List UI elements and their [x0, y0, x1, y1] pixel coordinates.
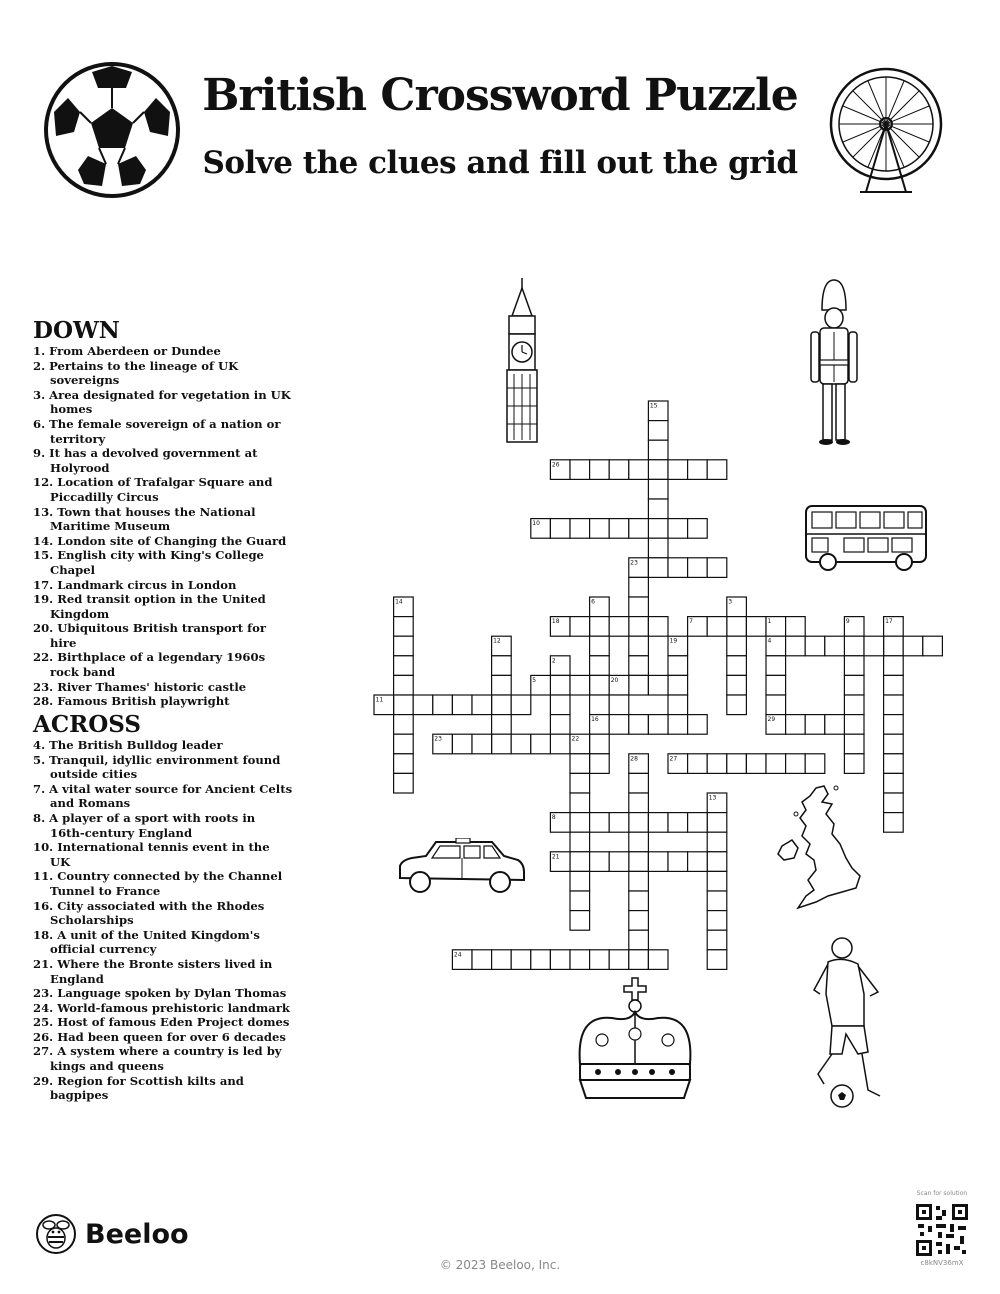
clue-number: 17 [885, 618, 893, 626]
grid-cell[interactable] [609, 852, 629, 872]
big-ben-icon [500, 278, 544, 444]
clue-number: 12 [493, 637, 501, 645]
grid-cell[interactable] [688, 852, 708, 872]
grid-cell[interactable] [884, 734, 904, 754]
grid-cell[interactable] [825, 636, 845, 656]
clue-number: 28 [630, 755, 638, 763]
grid-cell[interactable] [511, 734, 531, 754]
clue-number: 2 [551, 657, 556, 665]
grid-cell[interactable] [394, 754, 414, 774]
clue-number: 7 [689, 618, 693, 626]
crown-icon [572, 974, 698, 1104]
grid-cell[interactable] [570, 852, 590, 872]
grid-cell[interactable] [570, 734, 590, 754]
qr-code-id: c8kNV36mX [920, 1259, 964, 1267]
grid-cell[interactable] [766, 715, 786, 735]
down-clue: 20. Ubiquitous British transport for hire [33, 621, 267, 650]
clue-number: 3 [728, 598, 733, 606]
grid-cell[interactable] [629, 460, 649, 480]
clue-number: 6 [591, 598, 595, 606]
grid-cell[interactable] [550, 813, 570, 833]
grid-cell[interactable] [413, 695, 433, 715]
grid-cell[interactable] [766, 695, 786, 715]
down-clues [33, 318, 293, 709]
grid-cell[interactable] [550, 852, 570, 872]
grid-cell[interactable] [374, 695, 394, 715]
grid-cell[interactable] [570, 519, 590, 539]
page-subtitle: Solve the clues and fill out the grid [202, 145, 798, 181]
grid-cell[interactable] [668, 656, 688, 676]
grid-cell[interactable] [648, 950, 668, 970]
grid-cell[interactable] [472, 734, 492, 754]
grid-cell[interactable] [570, 832, 590, 852]
grid-cell[interactable] [668, 813, 688, 833]
grid-cell[interactable] [394, 597, 414, 617]
grid-cell[interactable] [492, 656, 512, 676]
grid-cell[interactable] [550, 460, 570, 480]
grid-cell[interactable] [844, 675, 864, 695]
across-clue: 25. Host of famous Eden Project domes [33, 1015, 290, 1030]
grid-cell[interactable] [707, 832, 727, 852]
grid-cell[interactable] [727, 636, 747, 656]
grid-cell[interactable] [472, 950, 492, 970]
copyright: © 2023 Beeloo, Inc. [439, 1258, 561, 1272]
clue-number: 8 [551, 814, 556, 822]
grid-cell[interactable] [570, 891, 590, 911]
grid-cell[interactable] [884, 656, 904, 676]
bee-icon [35, 1213, 77, 1255]
grid-cell[interactable] [570, 911, 590, 931]
grid-cell[interactable] [433, 734, 453, 754]
grid-cell[interactable] [727, 695, 747, 715]
grid-cell[interactable] [727, 754, 747, 774]
grid-cell[interactable] [707, 871, 727, 891]
grid-cell[interactable] [570, 950, 590, 970]
qr-code-icon[interactable] [916, 1204, 968, 1256]
grid-cell[interactable] [844, 754, 864, 774]
across-clue: 23. Language spoken by Dylan Thomas [33, 986, 287, 1001]
clue-number: 29 [767, 716, 776, 724]
down-clue: 22. Birthplace of a legendary 1960s rock band [33, 650, 266, 680]
ferris-wheel-icon [826, 64, 946, 196]
grid-cell[interactable] [884, 617, 904, 637]
grid-cell[interactable] [825, 715, 845, 735]
clue-number: 4 [767, 637, 772, 645]
across-clue: 16. City associated with the Rhodes Scholarships [33, 898, 265, 928]
down-clue: 14. London site of Changing the Guard [33, 533, 287, 548]
grid-cell[interactable] [629, 617, 649, 637]
grid-cell[interactable] [550, 715, 570, 735]
grid-cell[interactable] [648, 813, 668, 833]
grid-cell[interactable] [629, 636, 649, 656]
grid-cell[interactable] [844, 636, 864, 656]
grid-cell[interactable] [472, 695, 492, 715]
grid-cell[interactable] [629, 773, 649, 793]
grid-cell[interactable] [668, 715, 688, 735]
grid-cell[interactable] [629, 832, 649, 852]
clue-number: 16 [591, 716, 599, 724]
grid-cell[interactable] [629, 852, 649, 872]
grid-cell[interactable] [629, 871, 649, 891]
grid-cell[interactable] [884, 754, 904, 774]
grid-cell[interactable] [609, 519, 629, 539]
grid-cell[interactable] [668, 754, 688, 774]
grid-cell[interactable] [648, 401, 668, 421]
grid-cell[interactable] [492, 950, 512, 970]
grid-cell[interactable] [531, 675, 551, 695]
grid-cell[interactable] [433, 695, 453, 715]
grid-cell[interactable] [648, 460, 668, 480]
down-clue: 19. Red transit option in the United Kingdom [33, 592, 266, 621]
down-clue: 3. Area designated for vegetation in UK homes [33, 387, 291, 417]
grid-cell[interactable] [727, 617, 747, 637]
grid-cell[interactable] [590, 695, 610, 715]
grid-cell[interactable] [707, 460, 727, 480]
grid-cell[interactable] [550, 617, 570, 637]
grid-cell[interactable] [570, 460, 590, 480]
grid-cell[interactable] [609, 715, 629, 735]
grid-cell[interactable] [884, 715, 904, 735]
grid-cell[interactable] [786, 617, 806, 637]
grid-cell[interactable] [648, 715, 668, 735]
grid-cell[interactable] [570, 754, 590, 774]
clue-number: 15 [649, 402, 658, 410]
grid-cell[interactable] [531, 734, 551, 754]
grid-cell[interactable] [668, 852, 688, 872]
grid-cell[interactable] [590, 519, 610, 539]
grid-cell[interactable] [707, 813, 727, 833]
qr-caption: Scan for solution [916, 1190, 968, 1197]
clue-number: 23 [630, 559, 638, 567]
grid-cell[interactable] [884, 675, 904, 695]
grid-cell[interactable] [688, 460, 708, 480]
grid-cell[interactable] [688, 519, 708, 539]
grid-cell[interactable] [805, 715, 825, 735]
grid-cell[interactable] [707, 852, 727, 872]
grid-cell[interactable] [590, 597, 610, 617]
beeloo-logo [35, 1213, 189, 1255]
grid-cell[interactable] [570, 793, 590, 813]
grid-cell[interactable] [570, 813, 590, 833]
grid-cell[interactable] [550, 734, 570, 754]
across-clue: 29. Region for Scottish kilts and bagpipes [33, 1073, 244, 1103]
grid-cell[interactable] [805, 636, 825, 656]
grid-cell[interactable] [590, 656, 610, 676]
grid-cell[interactable] [609, 813, 629, 833]
clue-number: 18 [551, 618, 560, 626]
across-clue: 24. World-famous prehistoric landmark [33, 1000, 290, 1015]
grid-cell[interactable] [707, 930, 727, 950]
grid-cell[interactable] [648, 558, 668, 578]
across-heading: ACROSS [33, 711, 142, 738]
grid-cell[interactable] [394, 656, 414, 676]
across-clue: 7. A vital water source for Ancient Celts and Romans [33, 781, 293, 811]
grid-cell[interactable] [629, 675, 649, 695]
grid-cell[interactable] [844, 695, 864, 715]
grid-cell[interactable] [629, 558, 649, 578]
grid-cell[interactable] [629, 656, 649, 676]
grid-cell[interactable] [394, 715, 414, 735]
clue-number: 10 [532, 520, 540, 528]
clue-number: 27 [669, 755, 678, 763]
clue-number: 13 [708, 794, 717, 802]
across-clue: 11. Country connected by the Channel Tunnel to France [33, 869, 283, 898]
grid-cell[interactable] [511, 695, 531, 715]
grid-cell[interactable] [452, 695, 472, 715]
grid-cell[interactable] [492, 675, 512, 695]
down-clue: 15. English city with King's College Chapel [33, 548, 264, 577]
clue-number: 22 [571, 735, 580, 743]
across-clues [33, 712, 293, 1103]
grid-cell[interactable] [629, 950, 649, 970]
soccer-player-icon [806, 934, 890, 1112]
grid-cell[interactable] [550, 656, 570, 676]
grid-cell[interactable] [492, 715, 512, 735]
grid-cell[interactable] [668, 675, 688, 695]
across-clue: 10. International tennis event in the UK [33, 840, 270, 869]
grid-cell[interactable] [648, 852, 668, 872]
grid-cell[interactable] [884, 773, 904, 793]
clue-number: 1 [767, 618, 772, 626]
down-heading: DOWN [33, 317, 120, 344]
grid-cell[interactable] [727, 656, 747, 676]
grid-cell[interactable] [727, 675, 747, 695]
across-clue: 21. Where the Bronte sisters lived in England [33, 956, 273, 986]
grid-cell[interactable] [492, 734, 512, 754]
grid-cell[interactable] [609, 617, 629, 637]
grid-cell[interactable] [570, 871, 590, 891]
page-title: British Crossword Puzzle [202, 70, 798, 121]
grid-cell[interactable] [629, 813, 649, 833]
grid-cell[interactable] [492, 695, 512, 715]
grid-cell[interactable] [394, 773, 414, 793]
soccer-ball-icon [42, 60, 182, 200]
grid-cell[interactable] [629, 930, 649, 950]
uk-map-icon [776, 784, 872, 914]
grid-cell[interactable] [844, 617, 864, 637]
taxi-icon [396, 838, 528, 898]
grid-cell[interactable] [648, 519, 668, 539]
across-clue: 18. A unit of the United Kingdom's official currency [33, 927, 260, 957]
grid-cell[interactable] [746, 617, 766, 637]
grid-cell[interactable] [609, 675, 629, 695]
grid-cell[interactable] [648, 499, 668, 519]
grid-cell[interactable] [590, 852, 610, 872]
grid-cell[interactable] [648, 479, 668, 499]
grid-cell[interactable] [707, 891, 727, 911]
grid-cell[interactable] [629, 891, 649, 911]
grid-cell[interactable] [648, 538, 668, 558]
grid-cell[interactable] [629, 519, 649, 539]
clue-number: 9 [845, 618, 850, 626]
clue-number: 23 [434, 735, 442, 743]
grid-cell[interactable] [727, 597, 747, 617]
grid-cell[interactable] [844, 734, 864, 754]
grid-cell[interactable] [648, 617, 668, 637]
grid-cell[interactable] [531, 950, 551, 970]
clue-number: 20 [610, 676, 619, 684]
clue-number: 5 [532, 676, 537, 684]
grid-cell[interactable] [452, 734, 472, 754]
grid-cell[interactable] [864, 636, 884, 656]
royal-guard-icon [806, 276, 862, 448]
grid-cell[interactable] [668, 636, 688, 656]
grid-cell[interactable] [394, 675, 414, 695]
grid-cell[interactable] [688, 813, 708, 833]
grid-cell[interactable] [668, 695, 688, 715]
grid-cell[interactable] [766, 675, 786, 695]
grid-cell[interactable] [923, 636, 943, 656]
grid-cell[interactable] [707, 950, 727, 970]
grid-cell[interactable] [629, 911, 649, 931]
clue-number: 21 [551, 853, 560, 861]
grid-cell[interactable] [766, 617, 786, 637]
grid-cell[interactable] [844, 715, 864, 735]
grid-cell[interactable] [884, 793, 904, 813]
grid-cell[interactable] [629, 793, 649, 813]
grid-cell[interactable] [707, 911, 727, 931]
grid-cell[interactable] [394, 617, 414, 637]
grid-cell[interactable] [786, 636, 806, 656]
grid-cell[interactable] [511, 950, 531, 970]
grid-cell[interactable] [844, 656, 864, 676]
grid-cell[interactable] [688, 754, 708, 774]
grid-cell[interactable] [648, 421, 668, 441]
grid-cell[interactable] [452, 950, 472, 970]
grid-cell[interactable] [766, 656, 786, 676]
grid-cell[interactable] [590, 950, 610, 970]
down-clue: 12. Location of Trafalgar Square and Piccadilly Circus [33, 475, 273, 504]
across-clue: 8. A player of a sport with roots in 16th-century England [33, 810, 256, 840]
grid-cell[interactable] [570, 773, 590, 793]
grid-cell[interactable] [648, 440, 668, 460]
grid-cell[interactable] [786, 754, 806, 774]
grid-cell[interactable] [629, 715, 649, 735]
grid-cell[interactable] [668, 558, 688, 578]
grid-cell[interactable] [668, 460, 688, 480]
grid-cell[interactable] [590, 460, 610, 480]
grid-cell[interactable] [707, 754, 727, 774]
clue-number: 19 [669, 637, 678, 645]
grid-cell[interactable] [550, 695, 570, 715]
grid-cell[interactable] [707, 617, 727, 637]
clue-number: 24 [453, 951, 462, 959]
grid-cell[interactable] [629, 577, 649, 597]
double-decker-bus-icon [804, 504, 930, 572]
down-clue: 13. Town that houses the National Maritime Museum [33, 504, 256, 534]
grid-cell[interactable] [394, 734, 414, 754]
grid-cell[interactable] [609, 695, 629, 715]
down-clue: 28. Famous British playwright [33, 694, 230, 709]
down-clue: 17. Landmark circus in London [33, 577, 237, 592]
grid-cell[interactable] [570, 675, 590, 695]
brand-name: Beeloo [85, 1218, 189, 1250]
across-clue: 26. Had been queen for over 6 decades [33, 1029, 286, 1044]
grid-cell[interactable] [688, 715, 708, 735]
grid-cell[interactable] [707, 558, 727, 578]
down-clue: 6. The female sovereign of a nation or territory [33, 416, 281, 446]
down-clue: 23. River Thames' historic castle [33, 679, 247, 694]
grid-cell[interactable] [688, 617, 708, 637]
grid-cell[interactable] [570, 617, 590, 637]
clue-number: 14 [395, 598, 403, 606]
grid-cell[interactable] [609, 460, 629, 480]
grid-cell[interactable] [648, 675, 668, 695]
grid-cell[interactable] [550, 519, 570, 539]
grid-cell[interactable] [531, 519, 551, 539]
grid-cell[interactable] [492, 636, 512, 656]
grid-cell[interactable] [668, 519, 688, 539]
grid-cell[interactable] [884, 813, 904, 833]
grid-cell[interactable] [707, 793, 727, 813]
clue-number: 11 [375, 696, 384, 704]
grid-cell[interactable] [629, 754, 649, 774]
across-clue: 27. A system where a country is led by kings and queens [33, 1044, 282, 1074]
across-clue: 4. The British Bulldog leader [33, 738, 223, 752]
grid-cell[interactable] [590, 813, 610, 833]
grid-cell[interactable] [688, 558, 708, 578]
grid-cell[interactable] [590, 636, 610, 656]
grid-cell[interactable] [394, 636, 414, 656]
grid-cell[interactable] [903, 636, 923, 656]
grid-cell[interactable] [590, 734, 610, 754]
grid-cell[interactable] [590, 617, 610, 637]
grid-cell[interactable] [590, 754, 610, 774]
grid-cell[interactable] [884, 695, 904, 715]
clue-number: 26 [551, 461, 560, 469]
grid-cell[interactable] [746, 754, 766, 774]
grid-cell[interactable] [884, 636, 904, 656]
grid-cell[interactable] [550, 950, 570, 970]
grid-cell[interactable] [766, 636, 786, 656]
grid-cell[interactable] [766, 754, 786, 774]
down-clue: 1. From Aberdeen or Dundee [33, 344, 221, 358]
down-clue: 9. It has a devolved government at Holyrood [33, 446, 258, 475]
grid-cell[interactable] [629, 597, 649, 617]
grid-cell[interactable] [805, 754, 825, 774]
grid-cell[interactable] [394, 695, 414, 715]
grid-cell[interactable] [786, 715, 806, 735]
grid-cell[interactable] [590, 675, 610, 695]
grid-cell[interactable] [590, 715, 610, 735]
down-clue: 2. Pertains to the lineage of UK sovereigns [33, 358, 239, 388]
grid-cell[interactable] [609, 950, 629, 970]
grid-cell[interactable] [550, 675, 570, 695]
across-clue: 5. Tranquil, idyllic environment found outside cities [33, 752, 281, 782]
